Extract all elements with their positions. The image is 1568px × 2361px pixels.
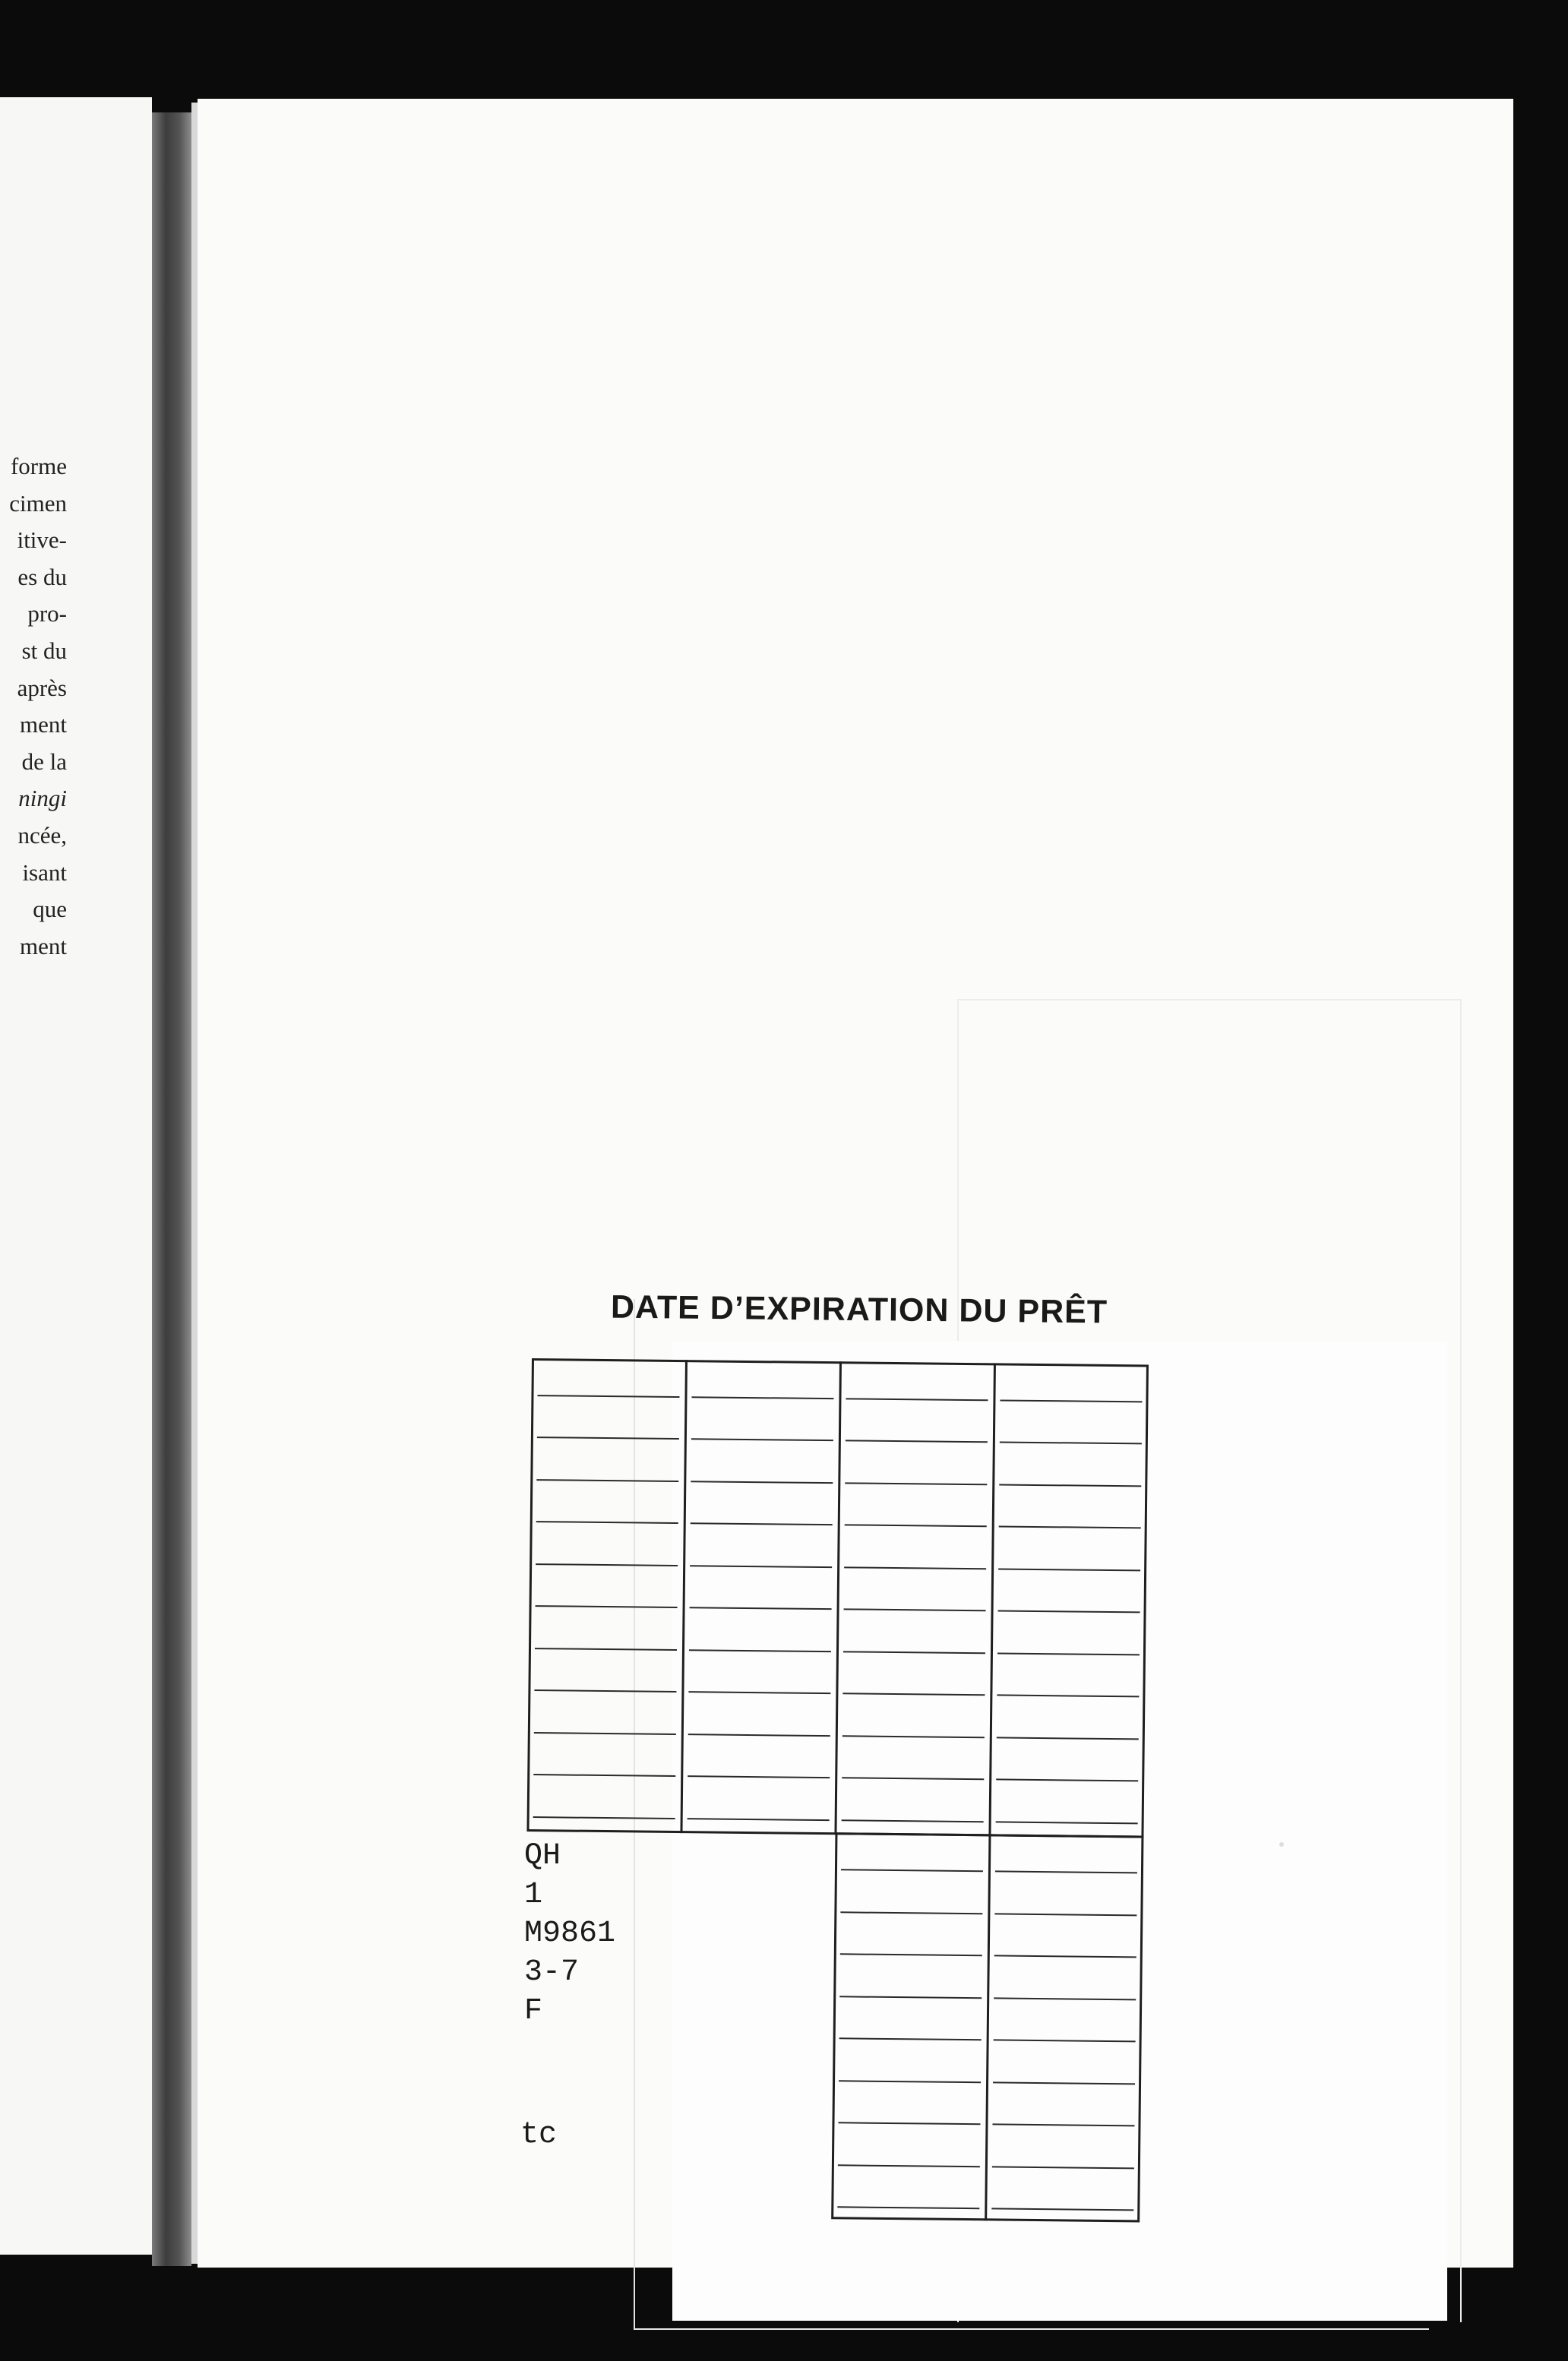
paper-speck [1279, 1842, 1284, 1847]
due-date-grid [523, 1358, 1162, 2201]
book-gutter [152, 112, 191, 2266]
left-page-line: cimen [9, 489, 67, 517]
call-number-line: 3-7 [524, 1955, 580, 1990]
left-page-line: pro- [27, 600, 67, 627]
left-page-line: itive- [17, 526, 67, 554]
left-page-line: que [33, 896, 67, 923]
call-number-line: F [524, 1994, 543, 2028]
left-page-text [9, 448, 67, 965]
left-page-line: forme [10, 453, 67, 479]
left-page [0, 97, 152, 2255]
left-page-line: isant [22, 858, 67, 886]
left-page-line: après [17, 674, 67, 701]
left-page-line: ment [20, 711, 67, 738]
call-number-line: QH [524, 1839, 561, 1873]
left-page-line: de la [21, 747, 67, 775]
left-page-line: ningi [18, 785, 67, 812]
initials: tc [520, 2118, 558, 2152]
left-page-line: st du [21, 637, 67, 664]
left-page-line: ncée, [17, 821, 67, 849]
slip-title: DATE D’EXPIRATION DU PRÊT [610, 1288, 1108, 1331]
call-number-line: M9861 [524, 1917, 616, 1951]
call-number-line: 1 [524, 1878, 543, 1912]
call-number [524, 1837, 615, 2031]
left-page-line: es du [17, 563, 67, 590]
left-page-line: ment [20, 932, 67, 959]
